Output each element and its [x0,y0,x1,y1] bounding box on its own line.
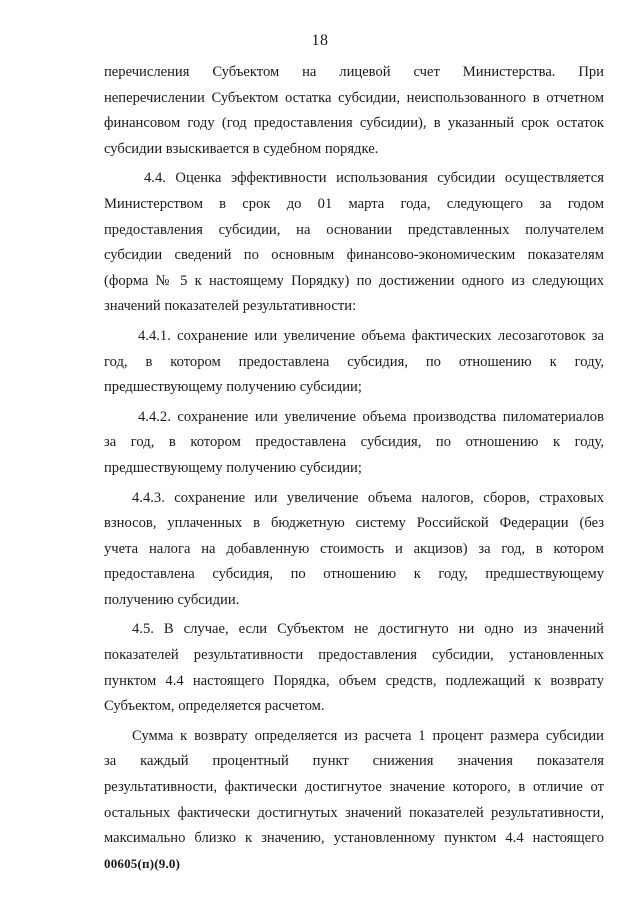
text-line: 4.4.2. сохранение или увеличение объема производства пиломатериалов [138,408,604,425]
paragraph-return-amount [104,724,604,852]
text-line: 4.5. В случае, если Субъектом не достигнуто ни одно из значений [132,621,604,638]
text-line: субсидии взыскивается в судебном порядке. [104,140,379,157]
paragraph-remainder-return [104,60,604,162]
text-line: 4.4.1. сохранение или увеличение объема фактических лесозаготовок за [138,327,604,344]
text-line: 4.4. Оценка эффективности использования субсидии осуществляется [144,170,604,187]
text-line: год, в котором предоставлена субсидия, по отношению к году, [104,353,604,370]
text-line: учета налога на добавленную стоимость и акцизов) за год, в котором [104,540,604,557]
text-line: Субъектом, определяется расчетом. [104,698,325,715]
text-line: остальных фактически достигнутых значений показателей результативности, [104,804,604,821]
text-line: получению субсидии. [104,591,240,608]
text-line: значений показателей результативности: [104,298,357,315]
text-line: субсидии сведений по основным финансово-экономическим показателям [104,247,604,264]
text-line: предшествующему получению субсидии; [104,459,362,476]
text-line: показателей результативности предоставления субсидии, установленных [104,647,604,664]
text-line: пунктом 4.4 настоящего Порядка, объем средств, подлежащий к возврату [104,672,604,689]
text-line: (форма № 5 к настоящему Порядку) по достижении одного из следующих [104,272,604,289]
text-line: 4.4.3. сохранение или увеличение объема налогов, сборов, страховых [132,489,604,506]
page-number: 18 [311,32,329,49]
text-line: Сумма к возврату определяется из расчета 1 процент размера субсидии [132,727,604,744]
text-line: неперечислении Субъектом остатка субсидии, неиспользованного в отчетном [104,89,604,106]
text-line: за год, в котором предоставлена субсидия, по отношению к году, [104,434,604,451]
text-line: финансовом году (год предоставления субсидии), в указанный срок остаток [104,115,604,132]
text-line: Министерством в срок до 01 марта года, следующего за годом [104,195,604,212]
paragraph-4-4-3 [104,486,604,614]
text-line: взносов, уплаченных в бюджетную систему Российской Федерации (без [104,515,604,532]
text-line: предоставлена субсидия, по отношению к году, предшествующему [104,566,604,583]
paragraph-4-4-2 [104,405,604,482]
document-code: 00605(п)(9.0) [104,856,181,871]
text-line: перечисления Субъектом на лицевой счет Министерства. При [104,64,604,80]
text-line: предшествующему получению субсидии; [104,379,362,396]
text-line: за каждый процентный пункт снижения значения показателя [104,753,604,770]
paragraph-4-5 [104,617,604,719]
paragraph-4-4-1 [104,324,604,401]
text-line: максимально близко к значению, установленному пунктом 4.4 настоящего [104,830,604,847]
text-line: предоставления субсидии, на основании представленных получателем [104,221,604,238]
text-line: результативности, фактически достигнутое значение которого, в отличие от [104,779,604,796]
document-body [104,60,604,852]
paragraph-4-4 [104,166,604,320]
